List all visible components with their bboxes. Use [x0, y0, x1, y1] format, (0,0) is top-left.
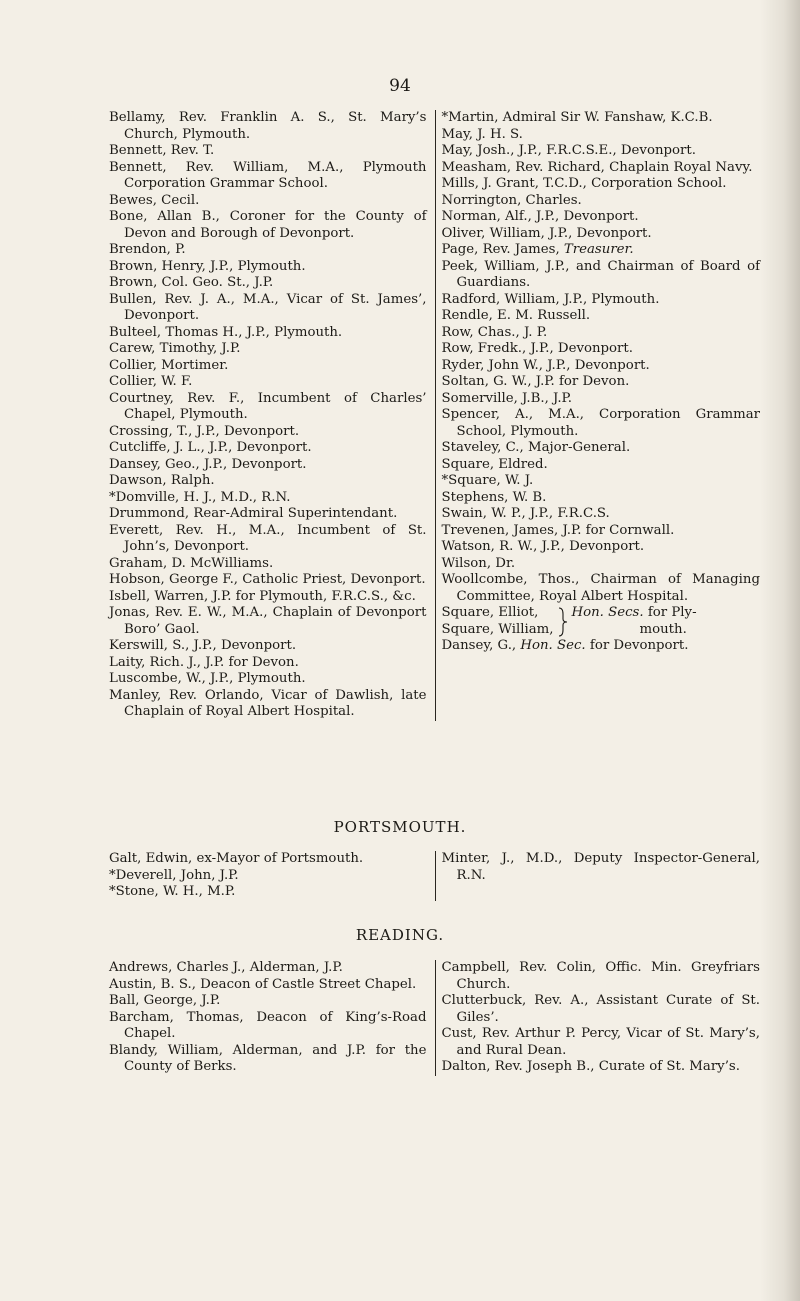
list-item: Woollcombe, Thos., Chairman of Managing Committee, Royal Albert Hospital. — [441, 572, 760, 604]
list-item: Dalton, Rev. Joseph B., Curate of St. Mary’s. — [441, 1059, 740, 1074]
hon-secs-group — [442, 605, 761, 638]
list-item: Norman, Alf., J.P., Devonport. — [441, 209, 639, 224]
list-item: *Stone, W. H., M.P. — [109, 884, 236, 899]
list-item-place: for Devonport. — [589, 638, 689, 653]
list-item: Galt, Edwin, ex-Mayor of Portsmouth. — [109, 851, 364, 866]
list-item: Stephens, W. B. — [441, 489, 547, 505]
list-item — [442, 638, 761, 655]
page-number: 94 — [389, 76, 411, 96]
list-item: Clutterbuck, Rev. A., Assistant Curate of St. Giles’. — [441, 993, 760, 1025]
brace-icon — [558, 607, 568, 637]
list-item: Drummond, Rear-Admiral Superintendant. — [109, 506, 398, 521]
list-item: Square, Elliot, — [441, 605, 539, 620]
list-item: Wilson, Dr. — [441, 555, 516, 571]
list-item: Staveley, C., Major-General. — [441, 440, 631, 455]
list-item: Crossing, T., J.P., Devonport. — [109, 423, 300, 439]
list-item: Campbell, Rev. Colin, Offic. Min. Greyfriars Church. — [441, 960, 760, 992]
list-item: Minter, J., M.D., Deputy Inspector-General, R.N. — [441, 851, 760, 883]
list-item: Soltan, G. W., J.P. for Devon. — [441, 374, 630, 389]
list-item: Ball, George, J.P. — [109, 993, 221, 1008]
hon-secs-label: Hon. Secs. — [571, 605, 644, 620]
list-item: *Deverell, John, J.P. — [109, 867, 239, 883]
portsmouth-list — [109, 851, 760, 901]
list-item: Swain, W. P., J.P., F.R.C.S. — [441, 506, 610, 521]
section-title-portsmouth: PORTSMOUTH. — [333, 818, 467, 836]
portsmouth-right-column — [435, 851, 761, 901]
list-item: Square, William, — [441, 621, 554, 637]
list-item: Bullen, Rev. J. A., M.A., Vicar of St. James’, Devonport. — [109, 291, 427, 323]
hon-sec-label: Hon. Sec. — [520, 638, 586, 653]
list-item: Oliver, William, J.P., Devonport. — [441, 225, 652, 241]
list-item: Andrews, Charles J., Alderman, J.P. — [109, 960, 343, 975]
list-item: Isbell, Warren, J.P. for Plymouth, F.R.C.S., &c. — [109, 588, 416, 604]
list-item-name: Page, Rev. James, — [441, 242, 560, 257]
list-item: Hobson, George F., Catholic Priest, Devonport. — [109, 572, 426, 587]
list-item: Trevenen, James, J.P. for Cornwall. — [441, 522, 675, 538]
hon-secs-names — [442, 605, 554, 638]
list-item: Brown, Henry, J.P., Plymouth. — [109, 258, 306, 274]
list-item-name: Dansey, G., — [441, 638, 517, 653]
reading-right-column — [435, 960, 761, 1076]
list-item: Row, Chas., J. P. — [441, 324, 548, 340]
list-item: Watson, R. W., J.P., Devonport. — [441, 539, 645, 554]
list-item: Cust, Rev. Arthur P. Percy, Vicar of St. Mary’s, and Rural Dean. — [441, 1026, 760, 1058]
list-item: May, J. H. S. — [441, 126, 523, 142]
list-item: May, Josh., J.P., F.R.C.S.E., Devonport. — [441, 143, 696, 158]
list-item: Laity, Rich. J., J.P. for Devon. — [109, 654, 299, 670]
plymouth-left-column — [109, 110, 435, 721]
list-item: Somerville, J.B., J.P. — [441, 390, 573, 406]
treasurer-label: Treasurer. — [563, 242, 634, 257]
list-item: Rendle, E. M. Russell. — [441, 308, 591, 323]
list-item: *Domville, H. J., M.D., R.N. — [109, 489, 291, 505]
list-item: Bennett, Rev. William, M.A., Plymouth Corporation Grammar School. — [109, 159, 427, 191]
list-item: Barcham, Thomas, Deacon of King’s-Road Chapel. — [109, 1009, 427, 1041]
list-item: Measham, Rev. Richard, Chaplain Royal Navy. — [441, 159, 753, 175]
list-item: Austin, B. S., Deacon of Castle Street Chapel. — [109, 976, 417, 992]
list-item: Bone, Allan B., Coroner for the County of Devon and Borough of Devonport. — [109, 209, 427, 241]
reading-list — [109, 960, 760, 1076]
plymouth-list — [109, 110, 760, 721]
list-item: Blandy, William, Alderman, and J.P. for the County of Berks. — [109, 1042, 427, 1074]
list-item: Bewes, Cecil. — [109, 192, 200, 208]
list-item: Spencer, A., M.A., Corporation Grammar School, Plymouth. — [441, 407, 760, 439]
list-item: Carew, Timothy, J.P. — [109, 341, 241, 356]
portsmouth-left-column — [109, 851, 435, 901]
list-item: Jonas, Rev. E. W., M.A., Chaplain of Devonport Boro’ Gaol. — [109, 605, 427, 637]
list-item: Bennett, Rev. T. — [109, 143, 215, 158]
list-item: *Martin, Admiral Sir W. Fanshaw, K.C.B. — [441, 110, 713, 125]
list-item: Row, Fredk., J.P., Devonport. — [441, 341, 633, 356]
list-item: Dansey, Geo., J.P., Devonport. — [109, 456, 307, 472]
list-item: Kerswill, S., J.P., Devonport. — [109, 638, 297, 653]
list-item: Square, Eldred. — [441, 456, 548, 472]
list-item: Radford, William, J.P., Plymouth. — [441, 291, 660, 307]
list-item: Dawson, Ralph. — [109, 473, 215, 488]
list-item: Brown, Col. Geo. St., J.P. — [109, 275, 274, 290]
list-item: Graham, D. McWilliams. — [109, 555, 274, 571]
list-item: Manley, Rev. Orlando, Vicar of Dawlish, late Chaplain of Royal Albert Hospital. — [109, 687, 427, 719]
hon-secs-role — [572, 605, 697, 638]
section-title-reading: READING. — [355, 926, 445, 944]
list-item: Collier, W. F. — [109, 374, 193, 389]
list-item: Bulteel, Thomas H., J.P., Plymouth. — [109, 324, 343, 340]
plymouth-right-column — [435, 110, 761, 721]
list-item: Mills, J. Grant, T.C.D., Corporation School. — [441, 176, 727, 191]
list-item: Cutcliffe, J. L., J.P., Devonport. — [109, 440, 312, 455]
list-item: Luscombe, W., J.P., Plymouth. — [109, 671, 306, 686]
list-item: Courtney, Rev. F., Incumbent of Charles’ Chapel, Plymouth. — [109, 390, 427, 422]
list-item: Norrington, Charles. — [441, 192, 582, 208]
list-item — [442, 242, 761, 259]
list-item: Peek, William, J.P., and Chairman of Board of Guardians. — [441, 258, 760, 290]
reading-left-column — [109, 960, 435, 1076]
hon-secs-place: for Ply- — [647, 605, 697, 620]
list-item: *Square, W. J. — [441, 473, 534, 488]
page-edge-shadow — [760, 0, 800, 1301]
list-item: Ryder, John W., J.P., Devonport. — [441, 357, 650, 373]
list-item: Everett, Rev. H., M.A., Incumbent of St. John’s, Devonport. — [109, 522, 427, 554]
list-item: Bellamy, Rev. Franklin A. S., St. Mary’s Church, Plymouth. — [109, 110, 427, 142]
hon-secs-place-cont: mouth. — [639, 621, 687, 637]
list-item: Brendon, P. — [109, 242, 186, 257]
list-item: Collier, Mortimer. — [109, 357, 229, 373]
